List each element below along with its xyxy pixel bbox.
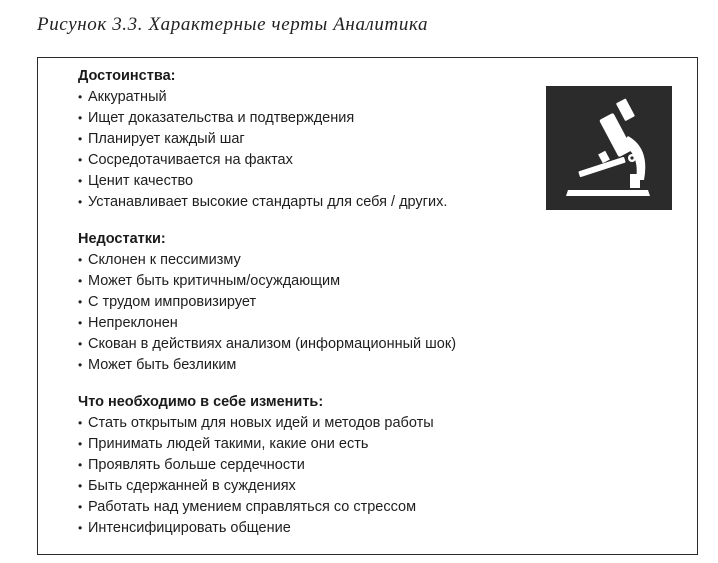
section-strengths bbox=[78, 66, 558, 213]
section-heading: Что необходимо в себе изменить: bbox=[78, 394, 324, 410]
list-item: • Принимать людей такими, какие они есть bbox=[78, 434, 558, 455]
list-item: • Может быть критичным/осуждающим bbox=[78, 271, 558, 292]
list-item: • Может быть безликим bbox=[78, 355, 558, 376]
list-item: • Стать открытым для новых идей и методов работы bbox=[78, 413, 558, 434]
section-heading: Недостатки: bbox=[78, 231, 166, 247]
improvements-list bbox=[78, 413, 558, 539]
list-item: • Устанавливает высокие стандарты для себя / других. bbox=[78, 192, 558, 213]
list-item: • Склонен к пессимизму bbox=[78, 250, 558, 271]
weaknesses-list bbox=[78, 250, 558, 376]
list-item: • Ценит качество bbox=[78, 171, 558, 192]
list-item: • Проявлять больше сердечности bbox=[78, 455, 558, 476]
list-item: • Интенсифицировать общение bbox=[78, 518, 558, 539]
list-item: • Аккуратный bbox=[78, 87, 558, 108]
section-improvements bbox=[78, 392, 558, 539]
list-item: • Сосредотачивается на фактах bbox=[78, 150, 558, 171]
figure-caption: Рисунок 3.3. Характерные черты Аналитика bbox=[37, 14, 429, 35]
microscope-icon bbox=[546, 86, 672, 210]
list-item: • С трудом импровизирует bbox=[78, 292, 558, 313]
list-item: • Работать над умением справляться со стрессом bbox=[78, 497, 558, 518]
traits-content bbox=[78, 66, 558, 539]
section-heading: Достоинства: bbox=[78, 68, 176, 84]
list-item: • Ищет доказательства и подтверждения bbox=[78, 108, 558, 129]
list-item: • Непреклонен bbox=[78, 313, 558, 334]
traits-box bbox=[37, 57, 698, 555]
strengths-list bbox=[78, 87, 558, 213]
section-weaknesses bbox=[78, 229, 558, 376]
list-item: • Скован в действиях анализом (информационный шок) bbox=[78, 334, 558, 355]
list-item: • Планирует каждый шаг bbox=[78, 129, 558, 150]
list-item: • Быть сдержанней в суждениях bbox=[78, 476, 558, 497]
